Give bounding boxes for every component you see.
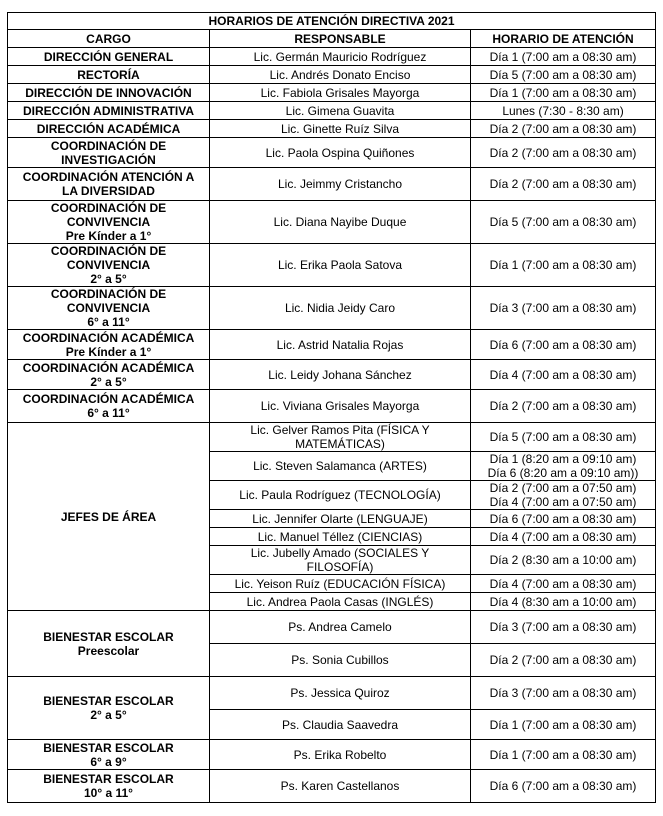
horario-cell: Día 4 (7:00 am a 08:30 am) [471,575,656,593]
cargo-cell: DIRECCIÓN GENERAL [8,48,210,66]
table-row [8,201,656,244]
horario-cell: Día 1 (7:00 am a 08:30 am) [471,740,656,770]
table-row [8,138,656,168]
cargo-cell: COORDINACIÓN DE INVESTIGACIÓN [8,138,210,168]
responsable-cell: Lic. Jubelly Amado (SOCIALES Y FILOSOFÍA) [210,546,471,575]
cargo-cell: COORDINACIÓN ACADÉMICA Pre Kínder a 1° [8,330,210,360]
horario-cell: Día 1 (7:00 am a 08:30 am) [471,48,656,66]
horario-cell: Lunes (7:30 - 8:30 am) [471,102,656,120]
table-row [8,244,656,287]
table-row [8,168,656,201]
cargo-cell: COORDINACIÓN ACADÉMICA 6° a 11° [8,390,210,423]
horario-cell: Día 2 (7:00 am a 08:30 am) [471,138,656,168]
table-title: HORARIOS DE ATENCIÓN DIRECTIVA 2021 [8,13,656,30]
horario-cell: Día 1 (8:20 am a 09:10 am) Día 6 (8:20 am a 09:10 am)) [471,452,656,481]
table-row [8,360,656,390]
horario-cell: Día 2 (8:30 am a 10:00 am) [471,546,656,575]
cargo-cell-jefes: JEFES DE ÁREA [8,423,210,611]
table-title-row [8,13,656,30]
horario-cell: Día 1 (7:00 am a 08:30 am) [471,84,656,102]
responsable-cell: Lic. Jennifer Olarte (LENGUAJE) [210,510,471,528]
responsable-cell: Lic. Viviana Grisales Mayorga [210,390,471,423]
cargo-cell-bienestar: BIENESTAR ESCOLAR 10° a 11° [8,770,210,803]
horario-cell: Día 5 (7:00 am a 08:30 am) [471,66,656,84]
table-row [8,423,656,452]
responsable-cell: Lic. Andrea Paola Casas (INGLÉS) [210,593,471,611]
responsable-cell: Lic. Steven Salamanca (ARTES) [210,452,471,481]
responsable-cell: Lic. Gimena Guavita [210,102,471,120]
horario-cell: Día 4 (7:00 am a 08:30 am) [471,360,656,390]
responsable-cell: Lic. Jeimmy Cristancho [210,168,471,201]
responsable-cell: Lic. Nidia Jeidy Caro [210,287,471,330]
cargo-cell-bienestar: BIENESTAR ESCOLAR 2° a 5° [8,677,210,740]
responsable-cell: Lic. Paola Ospina Quiñones [210,138,471,168]
table-row [8,48,656,66]
horario-cell: Día 4 (8:30 am a 10:00 am) [471,593,656,611]
responsable-cell: Lic. Yeison Ruíz (EDUCACIÓN FÍSICA) [210,575,471,593]
cargo-cell-bienestar: BIENESTAR ESCOLAR Preescolar [8,611,210,677]
responsable-cell: Ps. Sonia Cubillos [210,644,471,677]
table-row [8,677,656,710]
cargo-cell: DIRECCIÓN ACADÉMICA [8,120,210,138]
table-row [8,66,656,84]
table-row [8,102,656,120]
header-responsable: RESPONSABLE [210,30,471,48]
responsable-cell: Lic. Astrid Natalia Rojas [210,330,471,360]
cargo-cell: COORDINACIÓN ATENCIÓN A LA DIVERSIDAD [8,168,210,201]
table-row [8,740,656,770]
responsable-cell: Ps. Jessica Quiroz [210,677,471,710]
horario-cell: Día 4 (7:00 am a 08:30 am) [471,528,656,546]
horario-cell: Día 2 (7:00 am a 08:30 am) [471,168,656,201]
cargo-cell: DIRECCIÓN ADMINISTRATIVA [8,102,210,120]
cargo-cell: COORDINACIÓN ACADÉMICA 2° a 5° [8,360,210,390]
cargo-cell: COORDINACIÓN DE CONVIVENCIA Pre Kínder a 1° [8,201,210,244]
responsable-cell: Lic. Leidy Johana Sánchez [210,360,471,390]
responsable-cell: Lic. Germán Mauricio Rodríguez [210,48,471,66]
table-row [8,120,656,138]
horario-cell: Día 2 (7:00 am a 08:30 am) [471,390,656,423]
cargo-cell-bienestar: BIENESTAR ESCOLAR 6° a 9° [8,740,210,770]
responsable-cell: Lic. Fabiola Grisales Mayorga [210,84,471,102]
table-row [8,330,656,360]
table-row [8,390,656,423]
horario-cell: Día 6 (7:00 am a 08:30 am) [471,330,656,360]
horario-cell: Día 2 (7:00 am a 08:30 am) [471,120,656,138]
responsable-cell: Ps. Andrea Camelo [210,611,471,644]
responsable-cell: Ps. Erika Robelto [210,740,471,770]
horario-cell: Día 2 (7:00 am a 08:30 am) [471,644,656,677]
responsable-cell: Lic. Erika Paola Satova [210,244,471,287]
schedule-table [7,12,656,803]
responsable-cell: Lic. Manuel Téllez (CIENCIAS) [210,528,471,546]
responsable-cell: Lic. Gelver Ramos Pita (FÍSICA Y MATEMÁTICAS) [210,423,471,452]
responsable-cell: Lic. Paula Rodríguez (TECNOLOGÍA) [210,481,471,510]
cargo-cell: COORDINACIÓN DE CONVIVENCIA 2° a 5° [8,244,210,287]
table-row [8,287,656,330]
cargo-cell: COORDINACIÓN DE CONVIVENCIA 6° a 11° [8,287,210,330]
table-row [8,84,656,102]
header-row [8,30,656,48]
cargo-cell: RECTORÍA [8,66,210,84]
horario-cell: Día 3 (7:00 am a 08:30 am) [471,611,656,644]
horario-cell: Día 2 (7:00 am a 07:50 am) Día 4 (7:00 am a 07:50 am) [471,481,656,510]
responsable-cell: Lic. Ginette Ruíz Silva [210,120,471,138]
horario-cell: Día 6 (7:00 am a 08:30 am) [471,510,656,528]
table-row [8,770,656,803]
table-row [8,611,656,644]
responsable-cell: Lic. Diana Nayibe Duque [210,201,471,244]
horario-cell: Día 1 (7:00 am a 08:30 am) [471,710,656,740]
horario-cell: Día 3 (7:00 am a 08:30 am) [471,287,656,330]
responsable-cell: Lic. Andrés Donato Enciso [210,66,471,84]
responsable-cell: Ps. Claudia Saavedra [210,710,471,740]
responsable-cell: Ps. Karen Castellanos [210,770,471,803]
horario-cell: Día 5 (7:00 am a 08:30 am) [471,201,656,244]
horario-cell: Día 5 (7:00 am a 08:30 am) [471,423,656,452]
cargo-cell: DIRECCIÓN DE INNOVACIÓN [8,84,210,102]
header-horario: HORARIO DE ATENCIÓN [471,30,656,48]
horario-cell: Día 1 (7:00 am a 08:30 am) [471,244,656,287]
horario-cell: Día 6 (7:00 am a 08:30 am) [471,770,656,803]
horario-cell: Día 3 (7:00 am a 08:30 am) [471,677,656,710]
header-cargo: CARGO [8,30,210,48]
